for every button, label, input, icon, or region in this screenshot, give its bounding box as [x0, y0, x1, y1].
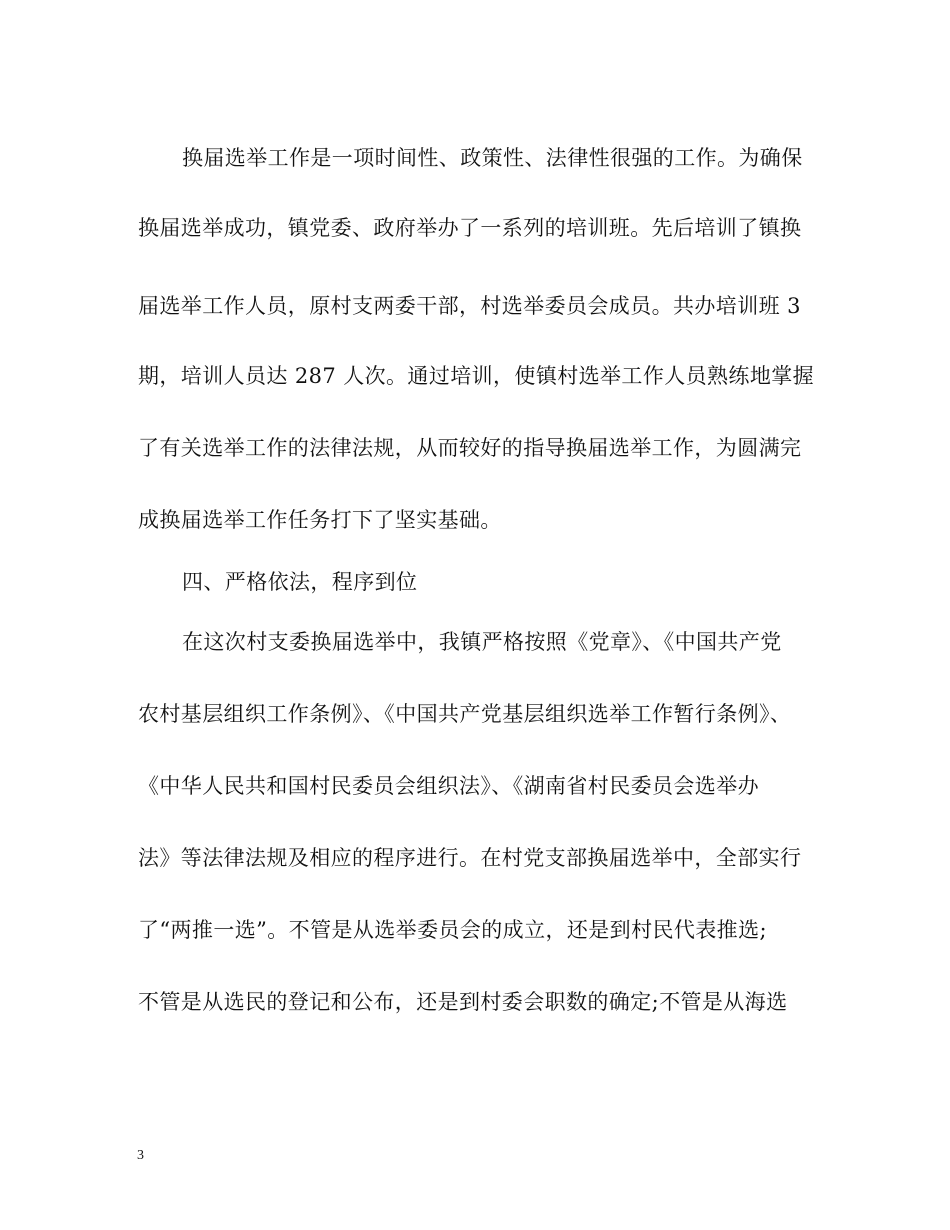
section-heading: 四、严格依法，程序到位	[182, 570, 418, 594]
paragraph-line-4: 期，培训人员达 287 人次。通过培训，使镇村选举工作人员熟练地掌握	[138, 364, 815, 388]
paragraph-line-11: 了“两推一选”。不管是从选举委员会的成立，还是到村民代表推选;	[138, 918, 767, 942]
paragraph-line-2: 换届选举成功，镇党委、政府举办了一系列的培训班。先后培训了镇换	[138, 216, 802, 240]
paragraph-line-6: 成换届选举工作任务打下了坚实基础。	[138, 508, 502, 532]
paragraph-line-7: 在这次村支委换届选举中，我镇严格按照《党章》、《中国共产党	[182, 630, 782, 654]
paragraph-line-3: 届选举工作人员，原村支两委干部，村选举委员会成员。共办培训班 3	[138, 294, 801, 318]
paragraph-line-5: 了有关选举工作的法律法规，从而较好的指导换届选举工作，为圆满完	[138, 436, 802, 460]
paragraph-line-10: 法》等法律法规及相应的程序进行。在村党支部换届选举中，全部实行	[138, 846, 802, 870]
paragraph-line-12: 不管是从选民的登记和公布，还是到村委会职数的确定;不管是从海选	[138, 990, 788, 1014]
page-number: 3	[137, 1148, 144, 1163]
paragraph-line-8: 农村基层组织工作条例》、《中国共产党基层组织选举工作暂行条例》、	[138, 702, 792, 726]
paragraph-line-1: 换届选举工作是一项时间性、政策性、法律性很强的工作。为确保	[182, 146, 803, 170]
paragraph-line-9: 《中华人民共和国村民委员会组织法》、《湖南省村民委员会选举办	[138, 774, 759, 798]
